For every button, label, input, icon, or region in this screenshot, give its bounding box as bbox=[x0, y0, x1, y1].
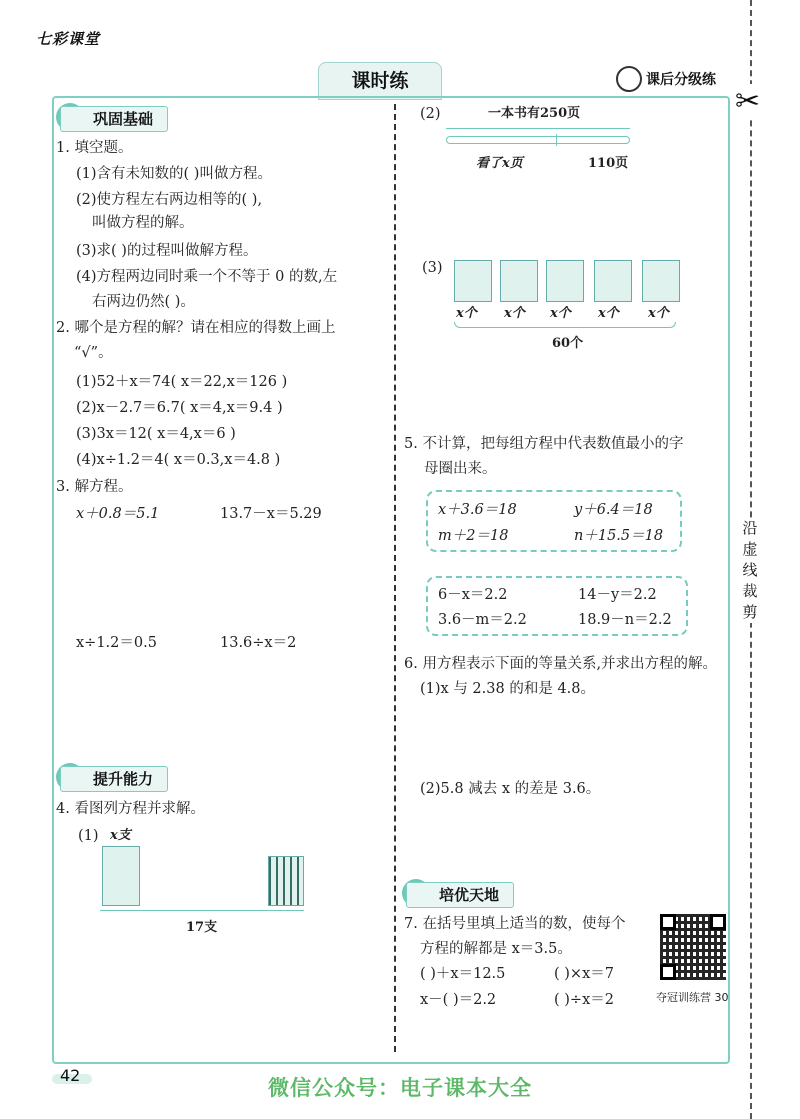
q2-item-3: (3)3x＝12( x＝4,x＝6 ) bbox=[76, 426, 236, 442]
q5-g1-eq-1: x＋3.6＝18 bbox=[438, 502, 517, 518]
q3-title: 3. 解方程。 bbox=[56, 479, 133, 495]
q4-p3-brace bbox=[454, 322, 676, 328]
q7-title-cont: 方程的解都是 x＝3.5。 bbox=[420, 941, 572, 957]
pencil-cup-small bbox=[268, 856, 304, 906]
q3-eq-1: x＋0.8＝5.1 bbox=[76, 506, 160, 522]
q5-title: 5. 不计算，把每组方程中代表数值最小的字 bbox=[404, 436, 684, 452]
box-1 bbox=[454, 260, 492, 302]
q7-blank-4: ( )÷x＝2 bbox=[554, 992, 614, 1008]
q4-p3-each-5: x个 bbox=[648, 306, 669, 321]
q7-blank-2: ( )×x＝7 bbox=[554, 966, 614, 982]
q2-title-cont: “√”。 bbox=[74, 345, 113, 361]
section-improve-label: 提升能力 bbox=[60, 766, 168, 792]
qr-caption: 夺冠训练营 30 bbox=[656, 991, 729, 1004]
column-divider bbox=[394, 104, 396, 1052]
q1-item-2: (2)使方程左右两边相等的( ), bbox=[76, 192, 263, 208]
cut-instruction: 沿虚线裁剪 bbox=[738, 518, 762, 623]
q4-p2-top-brace bbox=[446, 128, 630, 129]
box-3 bbox=[546, 260, 584, 302]
level-tag: 课后分级练 bbox=[646, 72, 716, 88]
q7-blank-1: ( )＋x＝12.5 bbox=[420, 966, 506, 982]
page-number: 42 bbox=[60, 1066, 81, 1085]
page-title: 课时练 bbox=[318, 62, 442, 100]
q4-p2-split bbox=[556, 134, 557, 146]
q2-item-2: (2)x－2.7＝6.7( x＝4,x＝9.4 ) bbox=[76, 400, 283, 416]
q7-title: 7. 在括号里填上适当的数，使每个 bbox=[404, 916, 626, 932]
scissors-icon: ✂ bbox=[735, 84, 761, 119]
q4-p1-total: 17支 bbox=[186, 920, 218, 935]
q4-p1-label: (1) bbox=[78, 828, 99, 844]
q4-title: 4. 看图列方程并求解。 bbox=[56, 801, 205, 817]
q4-p1-top: x支 bbox=[110, 828, 131, 843]
q4-p2-top: 一本书有250页 bbox=[488, 106, 581, 121]
qr-corner bbox=[710, 914, 726, 930]
q4-p3-total: 60个 bbox=[552, 336, 584, 351]
box-2 bbox=[500, 260, 538, 302]
q5-title-cont: 母圈出来。 bbox=[424, 461, 497, 477]
q5-g1-eq-4: n＋15.5＝18 bbox=[574, 528, 664, 544]
q4-p2-left: 看了x页 bbox=[476, 156, 523, 171]
q2-item-1: (1)52＋x＝74( x＝22,x＝126 ) bbox=[76, 374, 288, 390]
q5-g2-eq-2: 14－y＝2.2 bbox=[578, 587, 657, 603]
qr-corner bbox=[660, 914, 676, 930]
q4-p3-each-1: x个 bbox=[456, 306, 477, 321]
footer-watermark: 微信公众号：电子课本大全 bbox=[268, 1076, 532, 1100]
q1-item-4-cont: 右两边仍然( )。 bbox=[92, 294, 195, 310]
q3-eq-3: x÷1.2＝0.5 bbox=[76, 635, 157, 651]
q2-item-4: (4)x÷1.2＝4( x＝0.3,x＝4.8 ) bbox=[76, 452, 281, 468]
section-basic-label: 巩固基础 bbox=[60, 106, 168, 132]
q7-blank-3: x－( )＝2.2 bbox=[420, 992, 497, 1008]
q6-title: 6. 用方程表示下面的等量关系,并求出方程的解。 bbox=[404, 656, 718, 672]
q4-p3-each-4: x个 bbox=[598, 306, 619, 321]
box-5 bbox=[642, 260, 680, 302]
q5-g1-eq-2: y＋6.4＝18 bbox=[574, 502, 653, 518]
q4-p3-each-2: x个 bbox=[504, 306, 525, 321]
q4-p1-brace bbox=[100, 910, 304, 911]
q6-item-1: (1)x 与 2.38 的和是 4.8。 bbox=[420, 681, 595, 697]
q1-item-2-cont: 叫做方程的解。 bbox=[92, 215, 194, 231]
q3-eq-4: 13.6÷x＝2 bbox=[220, 635, 297, 651]
qr-corner bbox=[660, 964, 676, 980]
q5-g2-eq-4: 18.9－n＝2.2 bbox=[578, 612, 672, 628]
q5-g2-eq-1: 6－x＝2.2 bbox=[438, 587, 508, 603]
q6-item-2: (2)5.8 减去 x 的差是 3.6。 bbox=[420, 781, 601, 797]
q4-p2-label: (2) bbox=[420, 106, 441, 122]
q1-item-1: (1)含有未知数的( )叫做方程。 bbox=[76, 166, 272, 182]
q4-p2-bar bbox=[446, 136, 630, 144]
q5-g1-eq-3: m＋2＝18 bbox=[438, 528, 509, 544]
q1-item-4: (4)方程两边同时乘一个不等于 0 的数,左 bbox=[76, 269, 338, 285]
q2-title: 2. 哪个是方程的解？请在相应的得数上画上 bbox=[56, 320, 336, 336]
q5-g2-eq-3: 3.6－m＝2.2 bbox=[438, 612, 527, 628]
q4-p2-right: 110页 bbox=[588, 156, 629, 171]
q4-p3-label: (3) bbox=[422, 260, 443, 276]
alarm-clock-icon bbox=[616, 66, 642, 92]
brand-logo: 七彩课堂 bbox=[36, 30, 101, 48]
section-excel-label: 培优天地 bbox=[406, 882, 514, 908]
box-4 bbox=[594, 260, 632, 302]
q3-eq-2: 13.7－x＝5.29 bbox=[220, 506, 322, 522]
q1-title: 1. 填空题。 bbox=[56, 140, 133, 156]
q4-p3-each-3: x个 bbox=[550, 306, 571, 321]
pencil-cup-large bbox=[102, 846, 140, 906]
q1-item-3: (3)求( )的过程叫做解方程。 bbox=[76, 243, 258, 259]
